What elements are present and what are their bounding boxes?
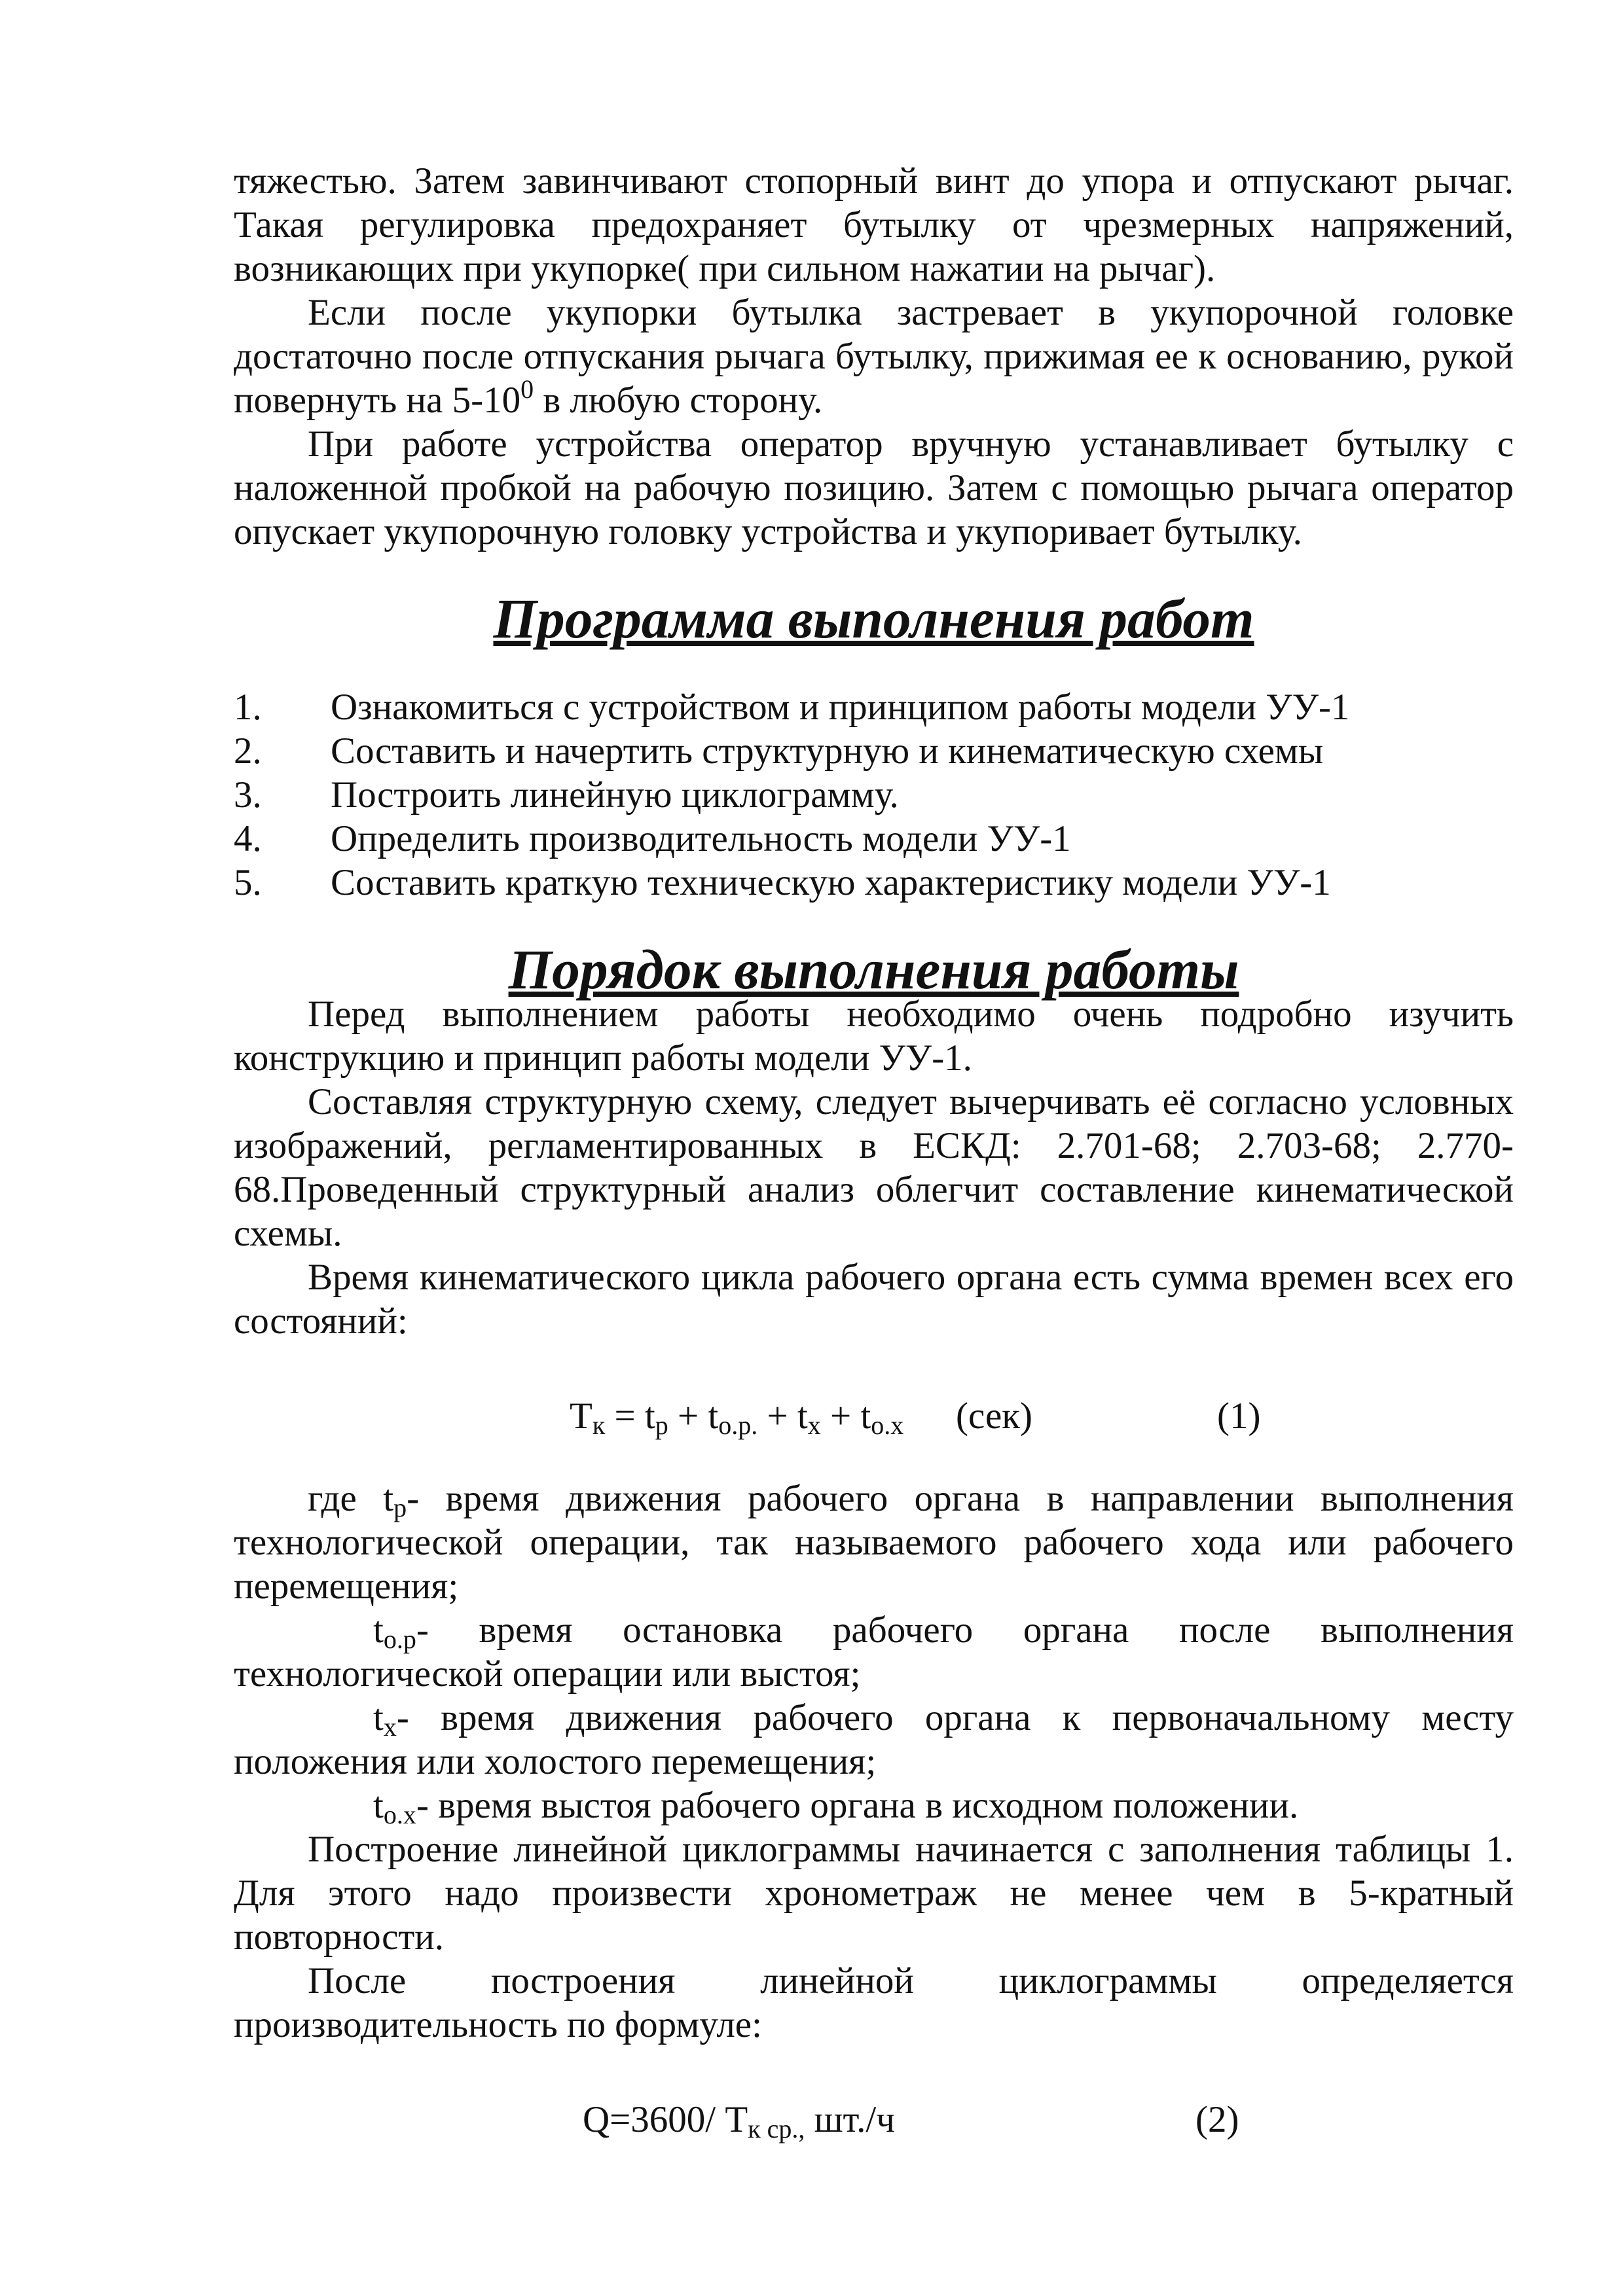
formula-subscript: о.р. xyxy=(718,1410,758,1440)
list-item-number: 3. xyxy=(234,774,262,816)
formula-subscript: р xyxy=(655,1410,668,1440)
definition-text: - время остановка рабочего органа после выполнения технологической операции или выстоя; xyxy=(234,1609,1514,1695)
formula-text: Т xyxy=(570,1395,593,1437)
list-item-number: 2. xyxy=(234,730,262,772)
definition-tox xyxy=(234,1784,1514,1827)
formula-text: + t xyxy=(820,1395,871,1437)
formula-subscript: о.х xyxy=(871,1410,904,1440)
formula-text: Q=3600/ Т xyxy=(583,2099,748,2140)
paragraph-cyclogram: Построение линейной циклограммы начинается с заполнения таблицы 1. Для этого надо произвести хронометраж не менее чем в 5-кратный повторности. xyxy=(234,1829,1514,1958)
formula-subscript: к ср., xyxy=(748,2114,805,2144)
formula-subscript: к xyxy=(592,1410,606,1440)
formula-number: (2) xyxy=(1195,2099,1239,2140)
formula-text: шт./ч xyxy=(805,2099,895,2140)
definition-text: - время движения рабочего органа к первоначальному месту положения или холостого перемещения; xyxy=(234,1697,1514,1782)
formula-text: = t xyxy=(605,1395,655,1437)
definition-text: - время выстоя рабочего органа в исходном положении. xyxy=(416,1785,1299,1826)
formula-productivity xyxy=(583,2098,895,2142)
list-item-number: 5. xyxy=(234,862,262,903)
list-item-text: Определить производительность модели УУ-1 xyxy=(331,818,1071,859)
list-item-text: Составить краткую техническую характеристику модели УУ-1 xyxy=(331,862,1331,903)
definition-symbol: t xyxy=(373,1697,384,1738)
heading-order: Порядок выполнения работы xyxy=(508,939,1239,1001)
paragraph-productivity: После построения линейной циклограммы определяется производительность по формуле: xyxy=(234,1960,1514,2045)
definition-subscript: о.х xyxy=(383,1800,416,1829)
definition-symbol: t xyxy=(373,1785,384,1826)
paragraph-stuck-bottle xyxy=(234,291,1514,422)
formula-cycle-time xyxy=(570,1394,903,1438)
formula-number: (1) xyxy=(1217,1395,1261,1437)
degree-superscript: 0 xyxy=(520,374,534,404)
heading-program: Программа выполнения работ xyxy=(493,588,1254,650)
list-item-number: 4. xyxy=(234,818,262,859)
formula-text: + t xyxy=(668,1395,719,1437)
paragraph-operation: При работе устройства оператор вручную устанавливает бутылку с наложенной пробкой на рабочую позицию. Затем с помощью рычага оператор опускает укупорочную головку устройства и укупоривает бутылку. xyxy=(234,423,1514,552)
formula-unit: (сек) xyxy=(956,1395,1032,1437)
definition-subscript: х xyxy=(383,1712,397,1742)
list-item-number: 1. xyxy=(234,687,262,728)
definition-tp xyxy=(234,1477,1514,1608)
definition-tx xyxy=(234,1696,1514,1784)
paragraph-structure: Составляя структурную схему, следует вычерчивать её согласно условных изображений, регламентированных в ЕСКД: 2.701-68; 2.703-68; 2.770-68.Проведенный структурный анализ облегчит составление кинематической схемы. xyxy=(234,1081,1514,1254)
list-item-text: Составить и начертить структурную и кинематическую схемы xyxy=(331,730,1324,772)
list-item-text: Ознакомиться с устройством и принципом работы модели УУ-1 xyxy=(331,687,1350,728)
paragraph-stuck-bottle-text: Если после укупорки бутылка застревает в укупорочной головке достаточно после отпускания рычага бутылку, прижимая ее к основанию, рукой повернуть на 5-10 xyxy=(234,292,1514,421)
formula-subscript: х xyxy=(807,1410,821,1440)
formula-text: + t xyxy=(757,1395,808,1437)
paragraph-cycle-time: Время кинематического цикла рабочего органа есть сумма времен всех его состояний: xyxy=(234,1257,1514,1342)
definition-text: - время движения рабочего органа в направлении выполнения технологической операции, так называемого рабочего хода или рабочего перемещения; xyxy=(234,1478,1514,1607)
paragraph-stuck-bottle-end: в любую сторону. xyxy=(534,380,823,421)
definition-symbol: t xyxy=(373,1609,384,1651)
list-item-text: Построить линейную циклограмму. xyxy=(331,774,899,816)
definition-tor xyxy=(234,1608,1514,1696)
definition-subscript: о.р xyxy=(383,1624,416,1654)
definition-subscript: р xyxy=(393,1493,407,1522)
paragraph-study: Перед выполнением работы необходимо очень подробно изучить конструкцию и принцип работы модели УУ-1. xyxy=(234,994,1514,1079)
paragraph-tightening: тяжестью. Затем завинчивают стопорный винт до упора и отпускают рычаг. Такая регулировка предохраняет бутылку от чрезмерных напряжений, возникающих при укупорке( при сильном нажатии на рычаг). xyxy=(234,160,1514,289)
definition-symbol: где t xyxy=(308,1478,394,1519)
